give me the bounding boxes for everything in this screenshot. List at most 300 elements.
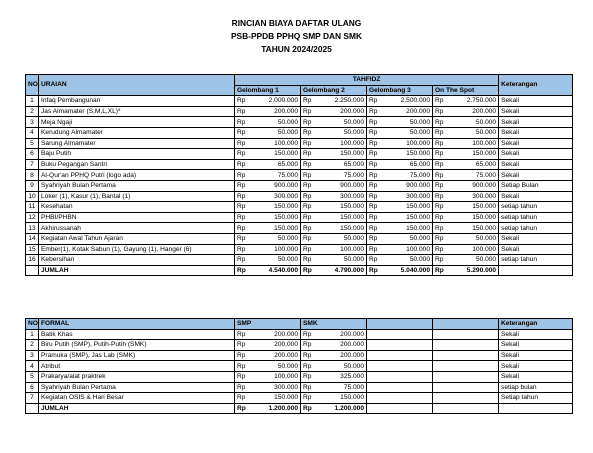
amount-cell: 50.000: [447, 255, 499, 266]
row-keterangan: Sekali: [499, 170, 573, 181]
row-item: Loker (1), Kasur (1), Bantal (1): [39, 191, 235, 202]
amount-cell: 50.000: [381, 255, 433, 266]
total-amount: 4.790.000: [315, 265, 367, 276]
smp-amount: 200.000: [249, 329, 301, 340]
smk-amount: 75.000: [315, 382, 367, 393]
currency-label: Rp: [235, 340, 249, 351]
table-row: [26, 191, 573, 202]
currency-label: Rp: [301, 340, 315, 351]
row-number: 15: [26, 244, 39, 255]
smk-amount: 200.000: [315, 350, 367, 361]
amount-cell: 2.250.000: [315, 96, 367, 107]
table-row: [26, 329, 573, 340]
amount-cell: 150.000: [447, 149, 499, 160]
currency-label: Rp: [433, 202, 447, 213]
smp-amount: 300.000: [249, 382, 301, 393]
tahfidz-fee-table: [25, 74, 573, 276]
row-item: Infaq Pembangunan: [39, 96, 235, 107]
table-row: [26, 138, 573, 149]
currency-label: Rp: [433, 255, 447, 266]
row-keterangan: setiap tahun: [499, 212, 573, 223]
currency-label: Rp: [235, 223, 249, 234]
row-keterangan: Sekali: [499, 149, 573, 160]
currency-label: Rp: [235, 329, 249, 340]
row-number: 12: [26, 212, 39, 223]
header-on-the-spot: On The Spot: [433, 85, 499, 96]
row-number: 6: [26, 149, 39, 160]
amount-cell: 50.000: [447, 233, 499, 244]
header-smp: SMP: [235, 319, 301, 330]
empty-cell: [367, 329, 433, 340]
currency-label: Rp: [301, 138, 315, 149]
row-item: Kesehatan: [39, 202, 235, 213]
amount-cell: 50.000: [381, 233, 433, 244]
empty-cell: [433, 361, 499, 372]
tahfidz-table-body: [26, 96, 573, 276]
amount-cell: 150.000: [381, 149, 433, 160]
currency-label: Rp: [433, 106, 447, 117]
amount-cell: 900.000: [381, 180, 433, 191]
row-item: Kegiatan Awal Tahun Ajaran: [39, 233, 235, 244]
title-line-3: TAHUN 2024/2025: [261, 44, 332, 54]
table-row: [26, 371, 573, 382]
amount-cell: 300.000: [315, 191, 367, 202]
title-line-1: RINCIAN BIAYA DAFTAR ULANG: [231, 18, 362, 28]
currency-label: Rp: [433, 223, 447, 234]
amount-cell: 200.000: [447, 106, 499, 117]
currency-label: Rp: [367, 180, 381, 191]
document-title: [0, 17, 593, 56]
currency-label: Rp: [235, 350, 249, 361]
row-item: Kebersihan: [39, 255, 235, 266]
currency-label: Rp: [235, 233, 249, 244]
total-amount: 5.040.000: [381, 265, 433, 276]
amount-cell: 150.000: [315, 149, 367, 160]
currency-label: Rp: [235, 138, 249, 149]
header-no: NO.: [26, 75, 39, 96]
row-number: 6: [26, 382, 39, 393]
currency-label: Rp: [235, 127, 249, 138]
header-tahfidz: TAHFIDZ: [235, 75, 499, 86]
amount-cell: 900.000: [249, 180, 301, 191]
total-keterangan: [499, 403, 573, 414]
header-gelombang-1: Gelombang 1: [235, 85, 301, 96]
formal-fee-table: [25, 318, 573, 414]
amount-cell: 2.000.000: [249, 96, 301, 107]
currency-label: Rp: [235, 361, 249, 372]
currency-label: Rp: [367, 212, 381, 223]
table-row: [26, 340, 573, 351]
smk-amount: 150.000: [315, 393, 367, 404]
amount-cell: 150.000: [249, 202, 301, 213]
row-keterangan: setiap tahun: [499, 255, 573, 266]
row-number: 3: [26, 117, 39, 128]
row-keterangan: Setiap Bulan: [499, 180, 573, 191]
row-keterangan: Sekali: [499, 244, 573, 255]
currency-label: Rp: [367, 96, 381, 107]
currency-label: Rp: [235, 170, 249, 181]
row-number: 2: [26, 340, 39, 351]
smp-amount: 100.000: [249, 371, 301, 382]
empty-cell: [367, 350, 433, 361]
header-uraian: URAIAN: [39, 75, 235, 96]
total-smk: 1.200.000: [315, 403, 367, 414]
amount-cell: 150.000: [315, 202, 367, 213]
table-row: [26, 233, 573, 244]
amount-cell: 150.000: [249, 223, 301, 234]
formal-table-body: [26, 329, 573, 414]
amount-cell: 2.750.000: [447, 96, 499, 107]
currency-label: Rp: [235, 255, 249, 266]
row-keterangan: setiap tahun: [499, 223, 573, 234]
row-item: Syahriyah Bulan Pertama: [39, 382, 235, 393]
row-number: 5: [26, 371, 39, 382]
empty-cell: [367, 371, 433, 382]
amount-cell: 900.000: [447, 180, 499, 191]
currency-label: Rp: [301, 233, 315, 244]
currency-label: Rp: [367, 202, 381, 213]
currency-label: Rp: [301, 170, 315, 181]
table-row: [26, 382, 573, 393]
row-number: 14: [26, 233, 39, 244]
amount-cell: 50.000: [447, 127, 499, 138]
table-row: [26, 170, 573, 181]
amount-cell: 50.000: [315, 255, 367, 266]
total-smp: 1.200.000: [249, 403, 301, 414]
empty-cell: [433, 403, 499, 414]
empty-cell: [433, 393, 499, 404]
row-number: 10: [26, 191, 39, 202]
currency-label: Rp: [235, 159, 249, 170]
currency-label: Rp: [367, 149, 381, 160]
row-item: Sarung Almamater: [39, 138, 235, 149]
row-item: Buku Pegangan Santri: [39, 159, 235, 170]
header-empty-2: [433, 319, 499, 330]
row-number: 7: [26, 393, 39, 404]
amount-cell: 75.000: [249, 170, 301, 181]
table-row: [26, 223, 573, 234]
currency-label: Rp: [433, 233, 447, 244]
amount-cell: 100.000: [249, 138, 301, 149]
currency-label: Rp: [433, 117, 447, 128]
row-keterangan: Sekali: [499, 191, 573, 202]
table-row: [26, 117, 573, 128]
currency-label: Rp: [301, 255, 315, 266]
currency-label: Rp: [301, 106, 315, 117]
amount-cell: 150.000: [249, 149, 301, 160]
amount-cell: 300.000: [447, 191, 499, 202]
table-row: [26, 202, 573, 213]
total-empty: [26, 265, 39, 276]
empty-cell: [433, 371, 499, 382]
currency-label: Rp: [433, 180, 447, 191]
amount-cell: 100.000: [249, 244, 301, 255]
amount-cell: 100.000: [315, 244, 367, 255]
total-row: [26, 265, 573, 276]
row-number: 2: [26, 106, 39, 117]
row-item: Jas Almamater (S,M,L,XL)*: [39, 106, 235, 117]
row-number: 3: [26, 350, 39, 361]
currency-label: Rp: [235, 106, 249, 117]
amount-cell: 150.000: [315, 223, 367, 234]
header-keterangan: Keterangan: [499, 75, 573, 96]
currency-label: Rp: [367, 255, 381, 266]
currency-label: Rp: [367, 223, 381, 234]
empty-cell: [367, 340, 433, 351]
total-empty: [26, 403, 39, 414]
currency-label: Rp: [433, 265, 447, 276]
empty-cell: [433, 350, 499, 361]
amount-cell: 100.000: [315, 138, 367, 149]
amount-cell: 75.000: [315, 170, 367, 181]
currency-label: Rp: [367, 265, 381, 276]
amount-cell: 200.000: [381, 106, 433, 117]
currency-label: Rp: [367, 191, 381, 202]
row-keterangan: Sekali: [499, 350, 573, 361]
smk-amount: 50.000: [315, 361, 367, 372]
amount-cell: 100.000: [447, 244, 499, 255]
amount-cell: 50.000: [249, 255, 301, 266]
currency-label: Rp: [367, 244, 381, 255]
row-item: Biru Putih (SMP), Putih-Putih (SMK): [39, 340, 235, 351]
smk-amount: 200.000: [315, 329, 367, 340]
table-row: [26, 96, 573, 107]
amount-cell: 50.000: [315, 127, 367, 138]
empty-cell: [367, 361, 433, 372]
row-keterangan: Sekali: [499, 371, 573, 382]
row-keterangan: Sekali: [499, 96, 573, 107]
amount-cell: 100.000: [381, 138, 433, 149]
currency-label: Rp: [235, 393, 249, 404]
row-number: 9: [26, 180, 39, 191]
row-keterangan: Sekali: [499, 138, 573, 149]
currency-label: Rp: [367, 106, 381, 117]
row-item: Akhirussanah: [39, 223, 235, 234]
currency-label: Rp: [301, 117, 315, 128]
table-row: [26, 350, 573, 361]
header-no: NO: [26, 319, 39, 330]
amount-cell: 50.000: [381, 127, 433, 138]
currency-label: Rp: [367, 159, 381, 170]
header-gelombang-3: Gelombang 3: [367, 85, 433, 96]
currency-label: Rp: [301, 265, 315, 276]
header-smk: SMK: [301, 319, 367, 330]
amount-cell: 200.000: [249, 106, 301, 117]
currency-label: Rp: [433, 170, 447, 181]
row-keterangan: setiap tahun: [499, 202, 573, 213]
total-row: [26, 403, 573, 414]
row-number: 8: [26, 170, 39, 181]
smp-amount: 200.000: [249, 340, 301, 351]
empty-cell: [367, 393, 433, 404]
currency-label: Rp: [235, 180, 249, 191]
currency-label: Rp: [235, 244, 249, 255]
row-number: 4: [26, 361, 39, 372]
row-keterangan: Sekali: [499, 106, 573, 117]
currency-label: Rp: [301, 244, 315, 255]
table-row: [26, 255, 573, 266]
amount-cell: 150.000: [381, 212, 433, 223]
amount-cell: 50.000: [315, 233, 367, 244]
amount-cell: 50.000: [381, 117, 433, 128]
currency-label: Rp: [235, 96, 249, 107]
row-keterangan: setiap bulan: [499, 382, 573, 393]
total-amount: 5.290.000: [447, 265, 499, 276]
currency-label: Rp: [301, 180, 315, 191]
row-item: Meja Ngaji: [39, 117, 235, 128]
table-row: [26, 180, 573, 191]
row-number: 1: [26, 96, 39, 107]
table-row: [26, 212, 573, 223]
row-number: 11: [26, 202, 39, 213]
total-label: JUMLAH: [39, 403, 235, 414]
currency-label: Rp: [301, 371, 315, 382]
amount-cell: 50.000: [315, 117, 367, 128]
amount-cell: 50.000: [249, 233, 301, 244]
currency-label: Rp: [301, 127, 315, 138]
amount-cell: 65.000: [315, 159, 367, 170]
currency-label: Rp: [367, 117, 381, 128]
row-number: 1: [26, 329, 39, 340]
amount-cell: 150.000: [447, 202, 499, 213]
smk-amount: 200.000: [315, 340, 367, 351]
currency-label: Rp: [301, 403, 315, 414]
table-row: [26, 127, 573, 138]
table-row: [26, 361, 573, 372]
currency-label: Rp: [301, 191, 315, 202]
currency-label: Rp: [433, 212, 447, 223]
currency-label: Rp: [433, 96, 447, 107]
total-keterangan: [499, 265, 573, 276]
empty-cell: [433, 329, 499, 340]
amount-cell: 50.000: [249, 127, 301, 138]
amount-cell: 75.000: [381, 170, 433, 181]
currency-label: Rp: [235, 191, 249, 202]
currency-label: Rp: [235, 265, 249, 276]
amount-cell: 150.000: [249, 212, 301, 223]
currency-label: Rp: [301, 361, 315, 372]
currency-label: Rp: [301, 223, 315, 234]
table-row: [26, 393, 573, 404]
row-item: Ember(1), Kotak Sabun (1), Gayung (1), Hanger (6): [39, 244, 235, 255]
currency-label: Rp: [301, 202, 315, 213]
row-number: 16: [26, 255, 39, 266]
header-formal: FORMAL: [39, 319, 235, 330]
amount-cell: 65.000: [447, 159, 499, 170]
currency-label: Rp: [301, 212, 315, 223]
row-keterangan: Sekali: [499, 361, 573, 372]
currency-label: Rp: [433, 191, 447, 202]
title-line-2: PSB-PPDB PPHQ SMP DAN SMK: [230, 31, 363, 41]
smp-amount: 150.000: [249, 393, 301, 404]
amount-cell: 50.000: [447, 117, 499, 128]
currency-label: Rp: [235, 212, 249, 223]
amount-cell: 2.500.000: [381, 96, 433, 107]
row-item: Al-Qur'an PPHQ Putri (logo ada): [39, 170, 235, 181]
currency-label: Rp: [433, 244, 447, 255]
smp-amount: 50.000: [249, 361, 301, 372]
amount-cell: 100.000: [447, 138, 499, 149]
currency-label: Rp: [301, 159, 315, 170]
total-label: JUMLAH: [39, 265, 235, 276]
currency-label: Rp: [301, 393, 315, 404]
empty-cell: [433, 340, 499, 351]
amount-cell: 65.000: [381, 159, 433, 170]
currency-label: Rp: [433, 138, 447, 149]
currency-label: Rp: [301, 329, 315, 340]
currency-label: Rp: [367, 127, 381, 138]
row-number: 13: [26, 223, 39, 234]
currency-label: Rp: [433, 149, 447, 160]
row-item: Prakarya/alat praktrek: [39, 371, 235, 382]
row-item: Pramuka (SMP), Jas Lab (SMK): [39, 350, 235, 361]
amount-cell: 150.000: [381, 202, 433, 213]
row-item: Atribut: [39, 361, 235, 372]
row-number: 4: [26, 127, 39, 138]
currency-label: Rp: [235, 149, 249, 160]
row-keterangan: Sekali: [499, 329, 573, 340]
header-keterangan: Keterangan: [499, 319, 573, 330]
amount-cell: 75.000: [447, 170, 499, 181]
amount-cell: 50.000: [249, 117, 301, 128]
row-item: Kerudung Almamater: [39, 127, 235, 138]
table-row: [26, 159, 573, 170]
empty-cell: [367, 382, 433, 393]
row-item: Kegiatan OSIS & Hari Besar: [39, 393, 235, 404]
row-keterangan: Setiap tahun: [499, 393, 573, 404]
currency-label: Rp: [235, 403, 249, 414]
table-row: [26, 149, 573, 160]
row-item: Baju Putih: [39, 149, 235, 160]
currency-label: Rp: [235, 371, 249, 382]
amount-cell: 900.000: [315, 180, 367, 191]
empty-cell: [367, 403, 433, 414]
amount-cell: 100.000: [381, 244, 433, 255]
currency-label: Rp: [367, 170, 381, 181]
smk-amount: 325.000: [315, 371, 367, 382]
row-item: Batik Khas: [39, 329, 235, 340]
amount-cell: 200.000: [315, 106, 367, 117]
table-row: [26, 106, 573, 117]
currency-label: Rp: [235, 117, 249, 128]
total-amount: 4.540.000: [249, 265, 301, 276]
currency-label: Rp: [433, 127, 447, 138]
header-gelombang-2: Gelombang 2: [301, 85, 367, 96]
smp-amount: 200.000: [249, 350, 301, 361]
row-keterangan: Sekali: [499, 117, 573, 128]
row-number: 7: [26, 159, 39, 170]
row-keterangan: Sekali: [499, 340, 573, 351]
row-number: 5: [26, 138, 39, 149]
row-item: PHBI/PHBN: [39, 212, 235, 223]
amount-cell: 150.000: [447, 212, 499, 223]
header-empty-1: [367, 319, 433, 330]
row-keterangan: Sekali: [499, 127, 573, 138]
currency-label: Rp: [367, 138, 381, 149]
table-row: [26, 244, 573, 255]
currency-label: Rp: [433, 159, 447, 170]
currency-label: Rp: [301, 350, 315, 361]
currency-label: Rp: [301, 382, 315, 393]
empty-cell: [433, 382, 499, 393]
amount-cell: 150.000: [447, 223, 499, 234]
currency-label: Rp: [301, 96, 315, 107]
row-keterangan: Sekali: [499, 233, 573, 244]
amount-cell: 65.000: [249, 159, 301, 170]
currency-label: Rp: [235, 382, 249, 393]
amount-cell: 150.000: [315, 212, 367, 223]
currency-label: Rp: [235, 202, 249, 213]
